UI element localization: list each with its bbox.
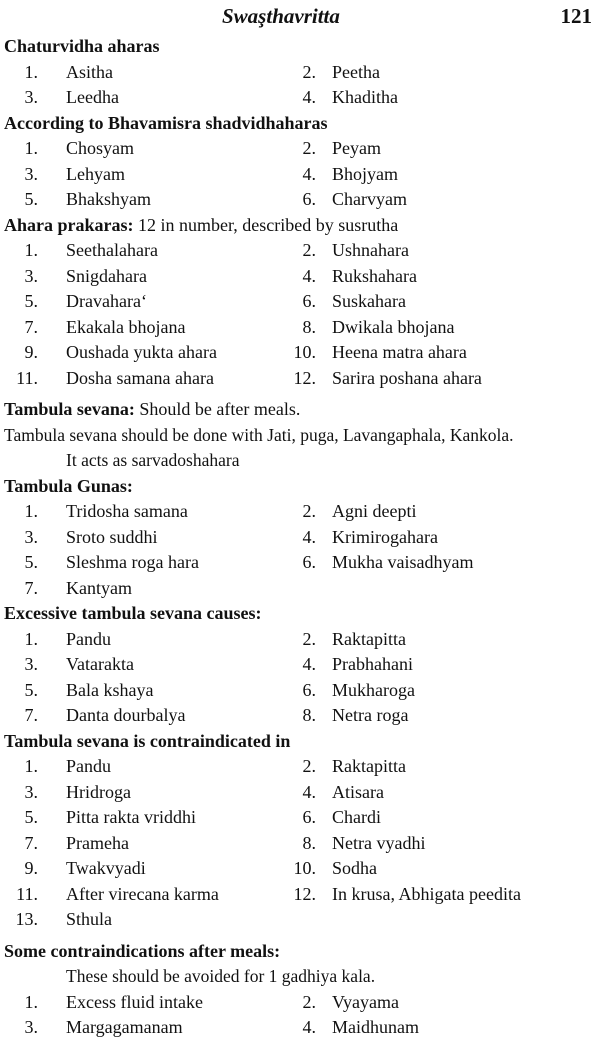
list-item-number: 7. — [24, 577, 38, 598]
list-item-text: Snigdahara — [66, 265, 147, 286]
list-item-text: Rukshahara — [332, 265, 417, 286]
running-title: Swaşthavritta — [222, 4, 340, 28]
list-item-number: 2. — [302, 138, 316, 158]
list-item-number: 5. — [24, 679, 38, 700]
list-item-text: Ushnahara — [332, 240, 409, 260]
list-item-text: Krimirogahara — [332, 526, 438, 547]
list-item-number: 2. — [302, 756, 316, 776]
section-heading-text: Tambula sevana is contraindicated in — [4, 730, 291, 751]
list-row — [0, 990, 600, 1016]
list-row — [0, 907, 600, 933]
list-item-text: Ekakala bhojana — [66, 316, 186, 337]
list-item-number: 9. — [24, 342, 38, 362]
list-item-text: Excess fluid intake — [66, 991, 203, 1012]
list-item-number: 7. — [24, 705, 38, 725]
list-item-text: Heena matra ahara — [332, 342, 467, 362]
list-item-text: Sodha — [332, 858, 377, 878]
section-heading — [0, 213, 600, 239]
list-item-text: Chardi — [332, 807, 381, 827]
list-item-number: 1. — [24, 61, 38, 82]
list-row — [0, 754, 600, 780]
list-item-text: Tridosha samana — [66, 501, 188, 521]
list-item-text: Peetha — [332, 61, 380, 82]
list-item-text: After virecana karma — [66, 883, 219, 904]
list-item-text: In krusa, Abhigata peedita — [332, 883, 521, 904]
section-heading-description: Should be after meals. — [134, 399, 301, 419]
section-paragraph: Tambula sevana should be done with Jati, puga, Lavangaphala, Kankola. — [4, 424, 514, 445]
list-row — [0, 652, 600, 678]
list-item-number: 6. — [302, 807, 316, 827]
section-heading — [0, 474, 600, 500]
list-item-number: 5. — [24, 807, 38, 827]
section-heading-text: Some contraindications after meals: — [4, 940, 281, 961]
list-row — [0, 162, 600, 188]
list-row — [0, 187, 600, 213]
list-row — [0, 315, 600, 341]
list-item-text: Dosha samana ahara — [66, 367, 214, 388]
list-item-number: 4. — [302, 1017, 316, 1037]
list-item-text: Charvyam — [332, 189, 407, 209]
list-item-number: 1. — [24, 138, 38, 158]
list-item-number: 8. — [302, 705, 316, 725]
list-item-number: 3. — [24, 163, 38, 184]
list-row — [0, 550, 600, 576]
list-item-text: Chosyam — [66, 138, 135, 158]
list-row — [0, 366, 600, 392]
list-item-number: 7. — [24, 832, 38, 853]
list-item-text: Margagamanam — [66, 1017, 183, 1037]
section-heading-text: According to Bhavamisra shadvidhaharas — [4, 112, 328, 133]
list-item-number: 4. — [302, 87, 316, 107]
list-item-number: 11. — [16, 367, 38, 388]
list-item-text: Pitta rakta vriddhi — [66, 807, 196, 827]
list-item-text: Dwikala bhojana — [332, 316, 455, 337]
list-item-number: 4. — [302, 654, 316, 674]
list-item-text: Sarira poshana ahara — [332, 367, 482, 388]
list-item-number: 1. — [24, 756, 38, 776]
list-item-number: 5. — [24, 291, 38, 311]
list-item-text: Mukharoga — [332, 679, 415, 700]
list-item-text: Vyayama — [332, 991, 399, 1012]
list-item-text: Twakvyadi — [66, 858, 146, 878]
list-item-number: 3. — [24, 1017, 38, 1037]
section-heading — [0, 601, 600, 627]
page-header — [0, 2, 600, 32]
list-item-number: 10. — [293, 858, 316, 878]
list-item-text: Leedha — [66, 87, 119, 107]
list-item-text: Atisara — [332, 781, 384, 802]
list-item-number: 3. — [24, 265, 38, 286]
page-number: 121 — [560, 4, 592, 28]
list-item-text: Prabhahani — [332, 654, 413, 674]
list-item-text: Bhakshyam — [66, 189, 151, 209]
list-item-number: 2. — [302, 501, 316, 521]
list-item-number: 1. — [24, 240, 38, 260]
list-item-text: Netra vyadhi — [332, 832, 426, 853]
list-item-text: Peyam — [332, 138, 381, 158]
list-row — [0, 85, 600, 111]
list-item-number: 10. — [293, 342, 316, 362]
list-item-number: 4. — [302, 265, 316, 286]
list-item-text: Agni deepti — [332, 501, 417, 521]
list-row — [0, 1015, 600, 1041]
section-heading — [0, 34, 600, 60]
list-item-text: Raktapitta — [332, 628, 406, 649]
list-row — [0, 576, 600, 602]
list-row — [0, 805, 600, 831]
list-item-text: Lehyam — [66, 163, 125, 184]
list-item-number: 9. — [24, 858, 38, 878]
list-item-number: 3. — [24, 526, 38, 547]
list-item-text: Khaditha — [332, 87, 398, 107]
list-item-number: 5. — [24, 189, 38, 209]
list-item-text: Sleshma roga hara — [66, 552, 199, 572]
list-item-number: 3. — [24, 654, 38, 674]
list-row — [0, 289, 600, 315]
section-paragraph: It acts as sarvadoshahara — [66, 450, 240, 470]
list-item-number: 4. — [302, 781, 316, 802]
list-row — [0, 678, 600, 704]
list-row — [0, 882, 600, 908]
list-item-number: 6. — [302, 189, 316, 209]
list-item-number: 12. — [293, 883, 316, 904]
page-content — [0, 34, 600, 1041]
list-item-number: 11. — [16, 883, 38, 904]
list-item-number: 1. — [24, 991, 38, 1012]
list-row — [0, 525, 600, 551]
list-item-number: 7. — [24, 316, 38, 337]
section-heading-text: Chaturvidha aharas — [4, 36, 160, 56]
list-item-number: 8. — [302, 316, 316, 337]
list-row — [0, 499, 600, 525]
list-item-text: Netra roga — [332, 705, 409, 725]
list-item-number: 4. — [302, 526, 316, 547]
list-row — [0, 264, 600, 290]
list-item-number: 1. — [24, 628, 38, 649]
list-item-text: Mukha vaisadhyam — [332, 552, 474, 572]
section-heading-text: Tambula sevana: — [4, 399, 135, 419]
list-row — [0, 856, 600, 882]
list-item-text: Danta dourbalya — [66, 705, 186, 725]
section-heading-text: Tambula Gunas: — [4, 475, 133, 496]
list-item-text: Maidhunam — [332, 1017, 419, 1037]
list-item-text: Kantyam — [66, 577, 132, 598]
list-item-number: 13. — [15, 909, 38, 929]
list-item-text: Sthula — [66, 909, 113, 929]
list-item-text: Asitha — [66, 61, 113, 82]
list-item-text: Seethalahara — [66, 240, 158, 260]
list-item-text: Pandu — [66, 756, 111, 776]
list-row — [0, 60, 600, 86]
list-row — [0, 340, 600, 366]
list-item-text: Dravahara‘ — [66, 291, 147, 311]
list-row — [0, 627, 600, 653]
section-paragraph: These should be avoided for 1 gadhiya kala. — [66, 966, 376, 986]
section-heading — [0, 111, 600, 137]
section-heading-description: 12 in number, described by susrutha — [133, 214, 399, 235]
list-item-number: 6. — [302, 679, 316, 700]
list-item-text: Bhojyam — [332, 163, 398, 184]
section-heading-text: Excessive tambula sevana causes: — [4, 603, 262, 623]
list-item-number: 12. — [293, 367, 316, 388]
list-row — [0, 703, 600, 729]
list-row — [0, 780, 600, 806]
list-item-text: Suskahara — [332, 291, 406, 311]
list-item-number: 2. — [302, 991, 316, 1012]
list-item-text: Vatarakta — [66, 654, 134, 674]
section-heading — [0, 397, 600, 423]
list-item-text: Oushada yukta ahara — [66, 342, 217, 362]
section-heading — [0, 939, 600, 965]
list-row — [0, 831, 600, 857]
section-heading-text: Ahara prakaras: — [4, 214, 134, 235]
list-item-text: Hridroga — [66, 781, 131, 802]
list-item-text: Sroto suddhi — [66, 526, 158, 547]
list-item-number: 5. — [24, 552, 38, 572]
list-item-number: 4. — [302, 163, 316, 184]
list-row — [0, 238, 600, 264]
list-item-number: 6. — [302, 552, 316, 572]
list-item-number: 3. — [24, 781, 38, 802]
list-item-text: Bala kshaya — [66, 679, 154, 700]
list-item-number: 2. — [302, 61, 316, 82]
list-item-text: Raktapitta — [332, 756, 406, 776]
list-item-text: Pandu — [66, 628, 111, 649]
list-item-number: 8. — [302, 832, 316, 853]
list-row — [0, 136, 600, 162]
list-item-number: 2. — [302, 240, 316, 260]
list-item-number: 1. — [24, 501, 38, 521]
section-heading — [0, 729, 600, 755]
list-item-number: 6. — [302, 291, 316, 311]
list-item-text: Prameha — [66, 832, 129, 853]
list-item-number: 2. — [302, 628, 316, 649]
list-item-number: 3. — [24, 87, 38, 107]
